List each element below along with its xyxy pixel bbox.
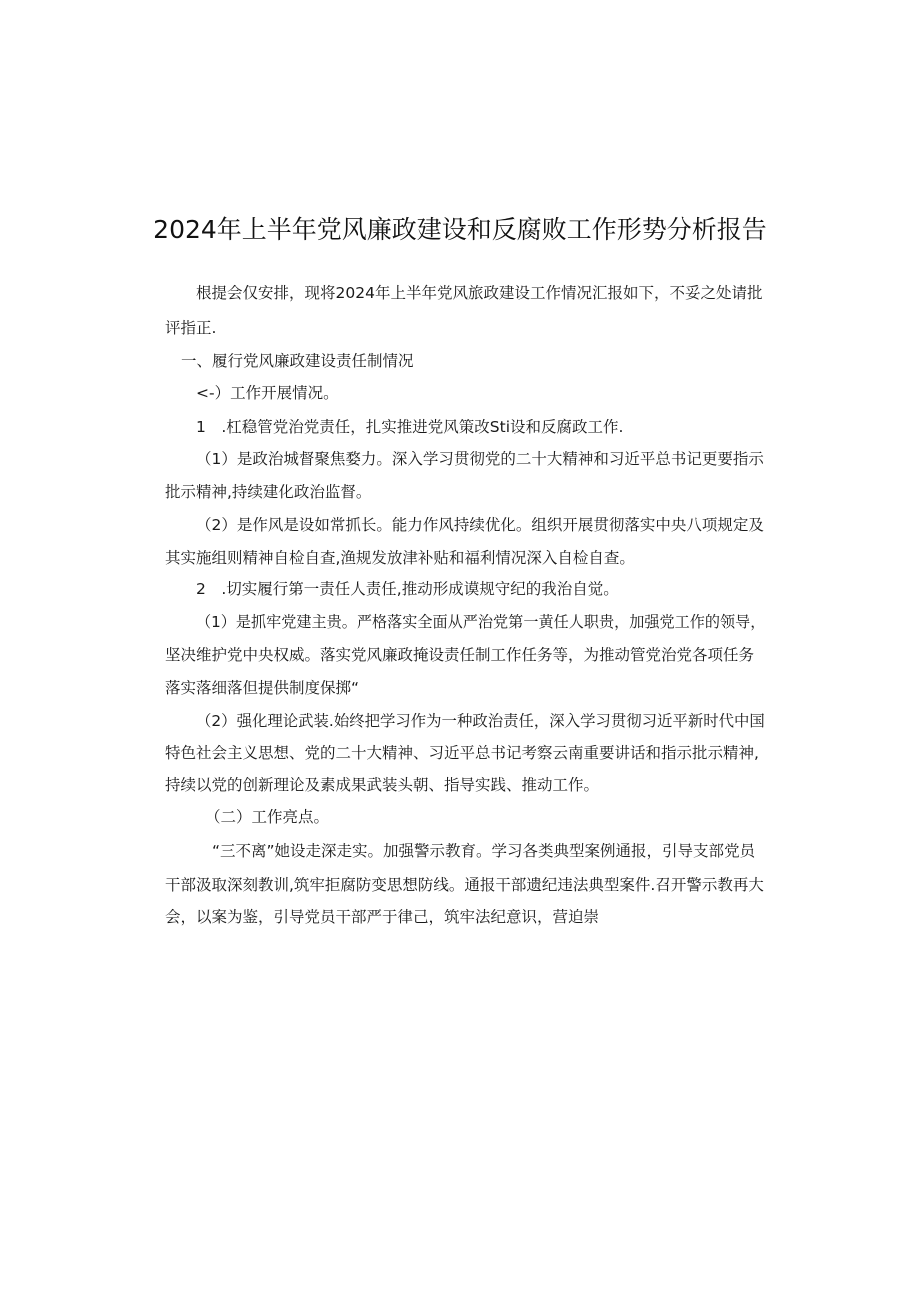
paragraph-line: 会，以案为鉴，引导党员干部严于律己，筑牢法纪意识，营迫崇 <box>165 908 600 926</box>
paragraph-line: 落实落细落但提供制度保掷“ <box>165 679 360 697</box>
document-title: 2024年上半年党风廉政建设和反腐败工作形势分析报告 <box>153 215 767 244</box>
paragraph-line: “三不离”她设走深走实。加强警示教育。学习各类典型案例通报，引导支部党员 <box>212 842 756 860</box>
paragraph-line: 其实施组则精神自检自查,渔规发放津补贴和福利情况深入自检自查。 <box>165 549 635 567</box>
numbered-item: 1 .杠稳管党治党责任，扎实推进党风策改Sti设和反腐政工作. <box>196 418 624 436</box>
subsection-heading: （二）工作亮点。 <box>205 808 330 826</box>
paragraph-line: （2）是作风是设如常抓长。能力作风持续优化。组织开展贯彻落实中央八项规定及 <box>196 516 764 534</box>
paragraph-line: （1）是政治城督聚焦婺力。深入学习贯彻党的二十大精神和习近平总书记更要指示 <box>196 450 764 468</box>
paragraph-line: 持续以党的创新理论及素成果武装头朝、指导实践、推动工作。 <box>165 776 600 794</box>
subsection-heading: <-）工作开展情况。 <box>196 384 339 402</box>
paragraph-line: （2）强化理论武装.始终把学习作为一种政治责任，深入学习贯彻习近平新时代中国 <box>196 712 765 730</box>
paragraph-line: 根提会仅安排，现将2024年上半年党风旅政建设工作情况汇报如下，不妥之处请批 <box>196 284 763 302</box>
paragraph-line: 干部汲取深刻教训,筑牢拒腐防变思想防线。通报干部遗纪违法典型案件.召开警示教再大 <box>165 876 764 894</box>
numbered-item: 2 .切实履行第一责任人责任,推动形成谟规守纪的我治自觉。 <box>196 580 619 598</box>
paragraph-line: 坚决维护党中央权威。落实党风廉政掩设责任制工作任务等，为推动管党治党各项任务 <box>165 646 755 664</box>
paragraph-line: （1）是抓牢党建主贵。严格落实全面从严治党第一黄任人职贵，加强党工作的领导， <box>196 613 766 631</box>
section-heading: 一、履行党风廉政建设责任制情况 <box>181 352 414 370</box>
paragraph-line: 评指正. <box>165 319 217 337</box>
paragraph-line: 批示精神,持续建化政治监督。 <box>165 483 372 501</box>
paragraph-line: 特色社会主义思想、党的二十大精神、习近平总书记考察云南重要讲话和指示批示精神, <box>165 744 759 762</box>
